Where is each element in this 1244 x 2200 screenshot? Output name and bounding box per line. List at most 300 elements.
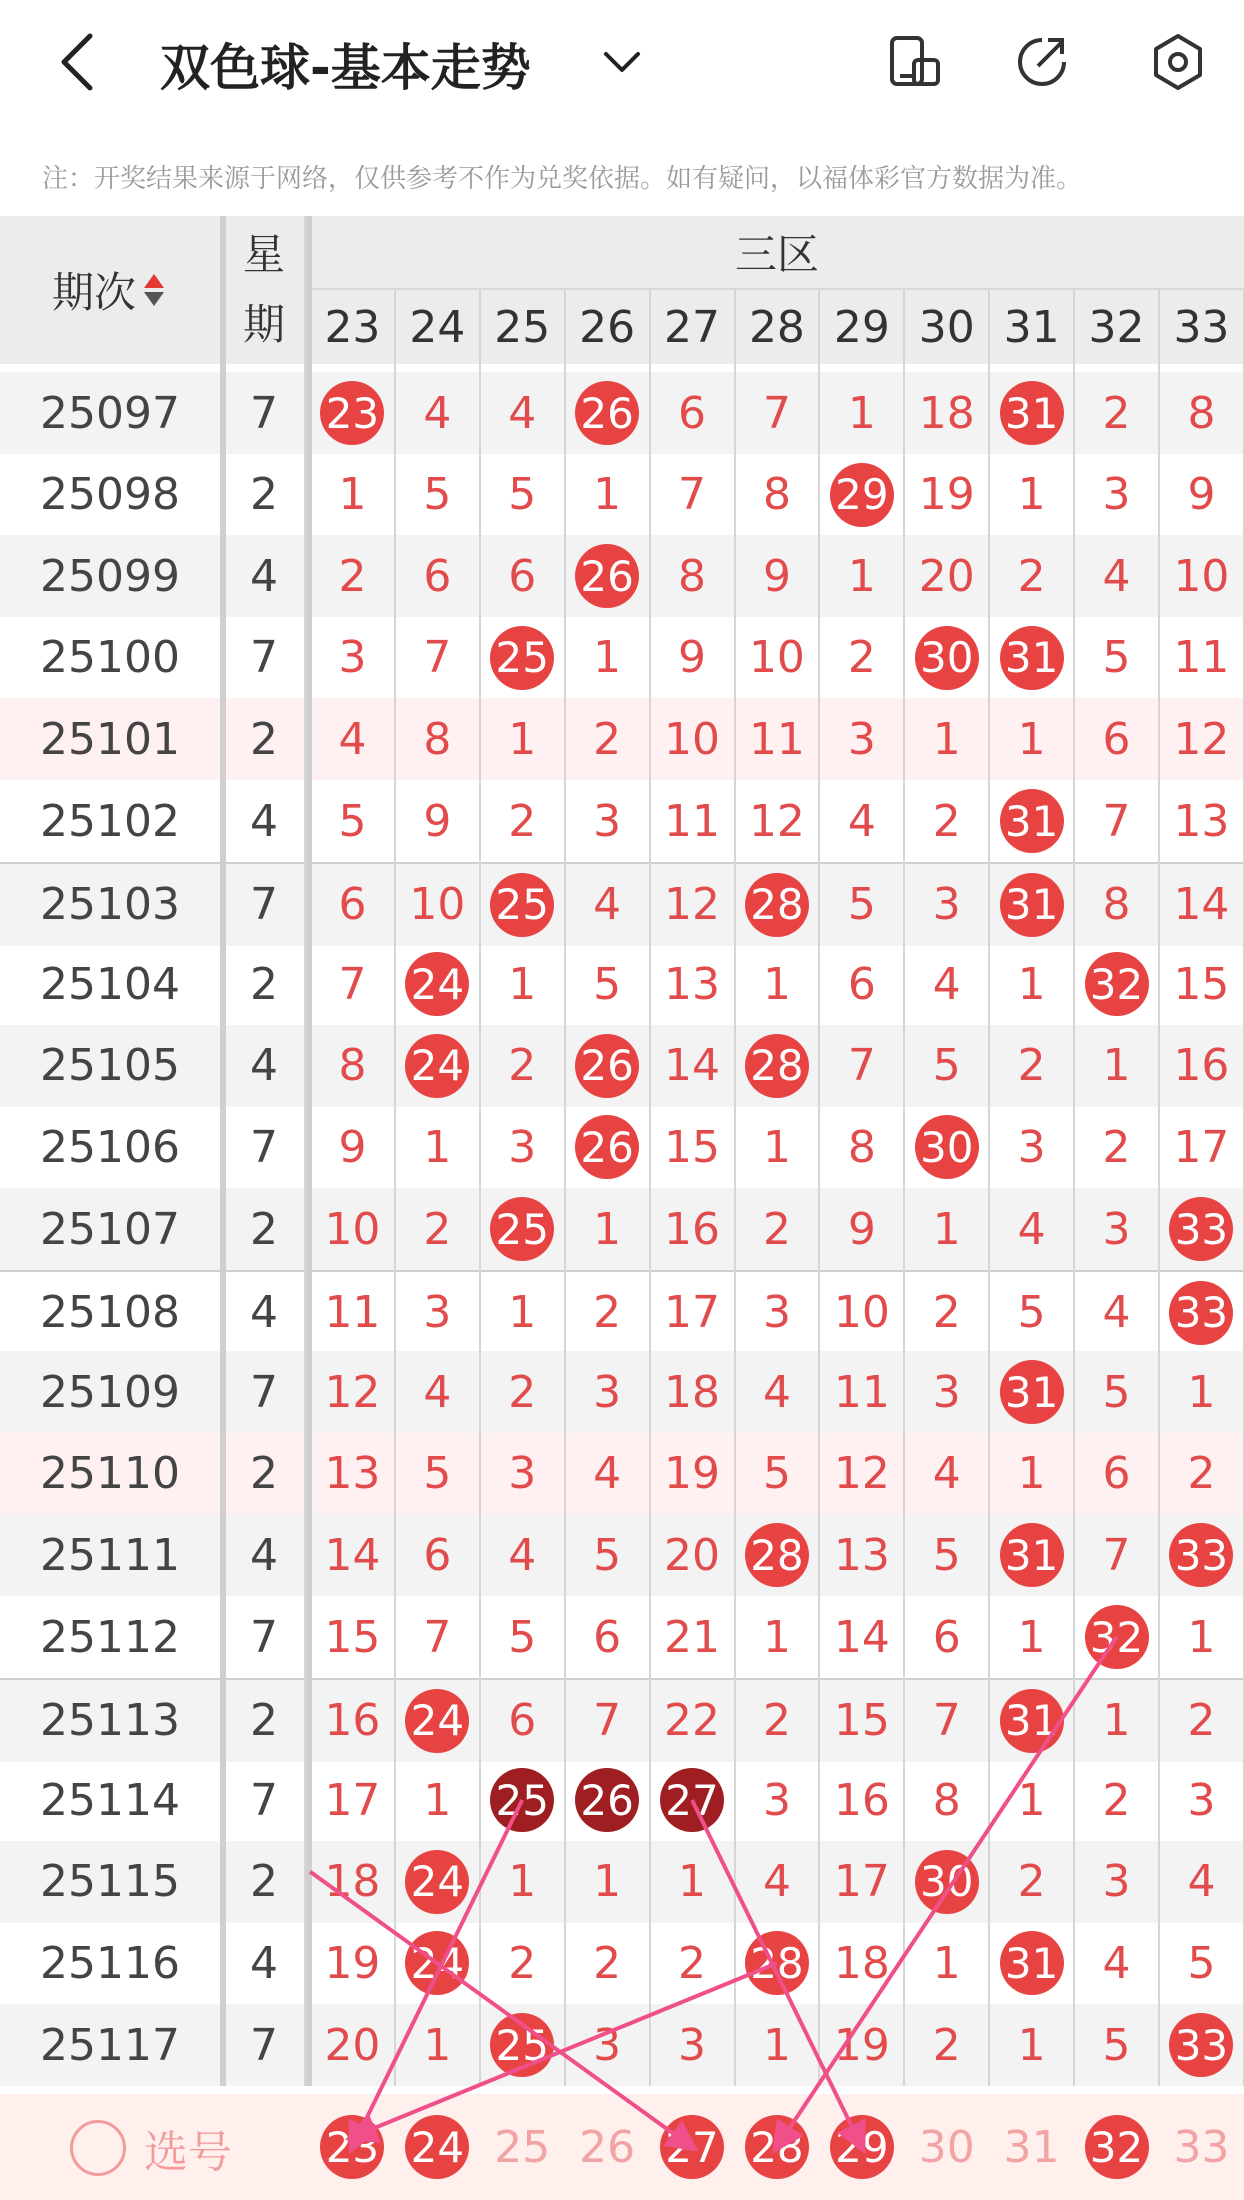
miss-count-cell: 16 bbox=[664, 1203, 721, 1255]
miss-count-cell: 4 bbox=[508, 1529, 537, 1581]
miss-count-cell: 1 bbox=[847, 550, 876, 602]
miss-count-cell: 1 bbox=[847, 387, 876, 439]
drawn-number-cell bbox=[395, 1922, 480, 2004]
miss-count-cell: 15 bbox=[833, 1695, 890, 1747]
miss-count-cell: 3 bbox=[1017, 1121, 1046, 1173]
share-icon[interactable] bbox=[1012, 32, 1072, 92]
selected-number-ball[interactable]: 27 bbox=[660, 2115, 724, 2179]
column-header-23: 23 bbox=[324, 301, 381, 353]
miss-count-cell: 3 bbox=[593, 1366, 622, 1418]
period-cell: 25112 bbox=[40, 1611, 180, 1663]
drawn-number-cell bbox=[565, 372, 650, 454]
settings-hexagon-icon[interactable] bbox=[1148, 32, 1208, 92]
select-number-33[interactable]: 33 bbox=[1173, 2121, 1230, 2173]
miss-count-cell: 10 bbox=[748, 632, 805, 684]
zone-header: 三区 bbox=[310, 216, 1244, 290]
miss-count-cell: 2 bbox=[508, 795, 537, 847]
column-header-24: 24 bbox=[409, 301, 466, 353]
table-row bbox=[0, 617, 1244, 699]
column-divider bbox=[818, 290, 820, 2086]
miss-count-cell: 3 bbox=[678, 2019, 707, 2071]
number-ball: 28 bbox=[745, 873, 809, 937]
select-number-button[interactable] bbox=[70, 2116, 232, 2180]
selected-number-ball[interactable]: 23 bbox=[320, 2115, 384, 2179]
miss-count-cell: 13 bbox=[664, 958, 721, 1010]
trend-table bbox=[0, 216, 1244, 2200]
miss-count-cell: 2 bbox=[932, 2019, 961, 2071]
number-ball: 26 bbox=[575, 1034, 639, 1098]
column-header-30: 30 bbox=[918, 301, 975, 353]
week-cell: 2 bbox=[250, 1856, 278, 1908]
miss-count-cell: 5 bbox=[1102, 2019, 1131, 2071]
miss-count-cell: 10 bbox=[1173, 550, 1230, 602]
miss-count-cell: 1 bbox=[593, 1856, 622, 1908]
miss-count-cell: 3 bbox=[423, 1287, 452, 1339]
miss-count-cell: 7 bbox=[932, 1695, 961, 1747]
table-row bbox=[0, 1678, 1244, 1762]
drawn-number-cell bbox=[904, 1841, 989, 1923]
period-cell: 25106 bbox=[40, 1121, 180, 1173]
miss-count-cell: 1 bbox=[1187, 1611, 1216, 1663]
miss-count-cell: 16 bbox=[833, 1774, 890, 1826]
week-cell: 7 bbox=[250, 1611, 278, 1663]
miss-count-cell: 20 bbox=[324, 2019, 381, 2071]
drawn-number-cell bbox=[989, 1351, 1074, 1433]
miss-count-cell: 7 bbox=[338, 958, 367, 1010]
drawn-number-cell bbox=[819, 454, 904, 536]
number-ball: 31 bbox=[1000, 789, 1064, 853]
table-row bbox=[0, 1514, 1244, 1596]
number-ball: 25 bbox=[490, 873, 554, 937]
miss-count-cell: 1 bbox=[508, 1287, 537, 1339]
miss-count-cell: 16 bbox=[324, 1695, 381, 1747]
miss-count-cell: 4 bbox=[338, 713, 367, 765]
miss-count-cell: 6 bbox=[338, 879, 367, 931]
miss-count-cell: 3 bbox=[338, 632, 367, 684]
miss-count-cell: 12 bbox=[324, 1366, 381, 1418]
week-cell: 2 bbox=[250, 958, 278, 1010]
column-header-25: 25 bbox=[494, 301, 551, 353]
miss-count-cell: 1 bbox=[593, 469, 622, 521]
selected-number-ball[interactable]: 24 bbox=[405, 2115, 469, 2179]
miss-count-cell: 1 bbox=[338, 469, 367, 521]
miss-count-cell: 7 bbox=[678, 469, 707, 521]
table-header bbox=[0, 216, 1244, 364]
miss-count-cell: 4 bbox=[932, 958, 961, 1010]
miss-count-cell: 7 bbox=[762, 387, 791, 439]
number-ball: 30 bbox=[915, 1850, 979, 1914]
drawn-number-cell bbox=[480, 864, 565, 946]
miss-count-cell: 6 bbox=[847, 958, 876, 1010]
miss-count-cell: 8 bbox=[423, 713, 452, 765]
miss-count-cell: 4 bbox=[1017, 1203, 1046, 1255]
period-cell: 25117 bbox=[40, 2019, 180, 2071]
period-cell: 25098 bbox=[40, 469, 180, 521]
table-row bbox=[0, 372, 1244, 454]
week-header-bottom: 期 bbox=[242, 300, 285, 349]
period-cell: 25115 bbox=[40, 1856, 180, 1908]
miss-count-cell: 2 bbox=[1017, 1856, 1046, 1908]
page-title[interactable]: 双色球-基本走势 bbox=[160, 39, 531, 97]
miss-count-cell: 19 bbox=[324, 1937, 381, 1989]
column-header-27: 27 bbox=[664, 301, 721, 353]
miss-count-cell: 1 bbox=[1017, 1611, 1046, 1663]
number-ball: 31 bbox=[1000, 873, 1064, 937]
week-cell: 7 bbox=[250, 879, 278, 931]
miss-count-cell: 3 bbox=[932, 879, 961, 931]
number-ball: 27 bbox=[660, 1768, 724, 1832]
miss-count-cell: 7 bbox=[1102, 1529, 1131, 1581]
number-ball: 33 bbox=[1169, 1523, 1233, 1587]
drawn-number-cell bbox=[989, 780, 1074, 862]
column-divider bbox=[903, 290, 905, 2086]
miss-count-cell: 5 bbox=[1017, 1287, 1046, 1339]
number-ball: 32 bbox=[1085, 952, 1149, 1016]
miss-count-cell: 4 bbox=[508, 387, 537, 439]
miss-count-cell: 18 bbox=[918, 387, 975, 439]
miss-count-cell: 19 bbox=[918, 469, 975, 521]
drawn-number-cell bbox=[735, 1922, 820, 2004]
drawn-number-cell bbox=[989, 617, 1074, 699]
miss-count-cell: 5 bbox=[423, 469, 452, 521]
miss-count-cell: 15 bbox=[664, 1121, 721, 1173]
miss-count-cell: 4 bbox=[762, 1856, 791, 1908]
drawn-number-cell bbox=[310, 372, 395, 454]
table-row bbox=[0, 1188, 1244, 1270]
number-ball: 32 bbox=[1085, 1605, 1149, 1669]
miss-count-cell: 13 bbox=[324, 1448, 381, 1500]
chevron-down-icon[interactable] bbox=[600, 40, 644, 84]
sort-icon[interactable] bbox=[144, 274, 168, 306]
miss-count-cell: 6 bbox=[932, 1611, 961, 1663]
table-row bbox=[0, 1841, 1244, 1923]
miss-count-cell: 7 bbox=[847, 1040, 876, 1092]
select-number-24[interactable] bbox=[395, 2094, 480, 2200]
miss-count-cell: 12 bbox=[1173, 713, 1230, 765]
column-header-31: 31 bbox=[1003, 301, 1060, 353]
miss-count-cell: 2 bbox=[932, 1287, 961, 1339]
number-ball: 31 bbox=[1000, 1523, 1064, 1587]
number-ball: 24 bbox=[405, 1689, 469, 1753]
column-divider bbox=[564, 290, 566, 2086]
miss-count-cell: 3 bbox=[847, 713, 876, 765]
period-cell: 25110 bbox=[40, 1448, 180, 1500]
miss-count-cell: 5 bbox=[508, 469, 537, 521]
miss-count-cell: 1 bbox=[423, 2019, 452, 2071]
period-cell: 25105 bbox=[40, 1040, 180, 1092]
miss-count-cell: 6 bbox=[1102, 1448, 1131, 1500]
number-ball: 33 bbox=[1169, 2013, 1233, 2077]
number-ball: 31 bbox=[1000, 381, 1064, 445]
selected-number-ball[interactable]: 29 bbox=[830, 2115, 894, 2179]
number-ball: 31 bbox=[1000, 1360, 1064, 1424]
drawn-number-cell bbox=[565, 1759, 650, 1841]
miss-count-cell: 1 bbox=[1017, 469, 1046, 521]
select-number-30[interactable]: 30 bbox=[918, 2121, 975, 2173]
drawn-number-cell bbox=[735, 864, 820, 946]
miss-count-cell: 7 bbox=[593, 1695, 622, 1747]
miss-count-cell: 7 bbox=[423, 632, 452, 684]
miss-count-cell: 1 bbox=[508, 713, 537, 765]
miss-count-cell: 2 bbox=[1017, 550, 1046, 602]
column-divider bbox=[220, 216, 226, 2086]
miss-count-cell: 1 bbox=[1102, 1040, 1131, 1092]
drawn-number-cell bbox=[1074, 1596, 1159, 1678]
period-cell: 25097 bbox=[40, 387, 180, 439]
number-ball: 24 bbox=[405, 1034, 469, 1098]
miss-count-cell: 2 bbox=[1187, 1695, 1216, 1747]
number-ball: 26 bbox=[575, 381, 639, 445]
radio-circle-icon[interactable] bbox=[70, 2120, 126, 2176]
number-ball: 26 bbox=[575, 544, 639, 608]
column-divider bbox=[734, 290, 736, 2086]
miss-count-cell: 2 bbox=[593, 713, 622, 765]
miss-count-cell: 9 bbox=[847, 1203, 876, 1255]
miss-count-cell: 3 bbox=[762, 1287, 791, 1339]
miss-count-cell: 16 bbox=[1173, 1040, 1230, 1092]
miss-count-cell: 1 bbox=[423, 1774, 452, 1826]
drawn-number-cell bbox=[1159, 1188, 1244, 1270]
miss-count-cell: 5 bbox=[1102, 632, 1131, 684]
table-row bbox=[0, 1433, 1244, 1515]
miss-count-cell: 1 bbox=[762, 1121, 791, 1173]
week-column-header bbox=[224, 216, 304, 364]
miss-count-cell: 6 bbox=[508, 550, 537, 602]
miss-count-cell: 11 bbox=[664, 795, 721, 847]
miss-count-cell: 4 bbox=[1102, 1287, 1131, 1339]
miss-count-cell: 2 bbox=[508, 1040, 537, 1092]
number-ball: 25 bbox=[490, 2013, 554, 2077]
miss-count-cell: 9 bbox=[1187, 469, 1216, 521]
miss-count-cell: 2 bbox=[762, 1695, 791, 1747]
miss-count-cell: 1 bbox=[1017, 2019, 1046, 2071]
period-column-header[interactable] bbox=[0, 216, 220, 364]
number-ball: 33 bbox=[1169, 1281, 1233, 1345]
miss-count-cell: 4 bbox=[423, 1366, 452, 1418]
miss-count-cell: 1 bbox=[932, 1937, 961, 1989]
select-number-28[interactable] bbox=[735, 2094, 820, 2200]
number-ball: 23 bbox=[320, 381, 384, 445]
miss-count-cell: 10 bbox=[409, 879, 466, 931]
table-row bbox=[0, 1025, 1244, 1107]
miss-count-cell: 11 bbox=[833, 1366, 890, 1418]
miss-count-cell: 13 bbox=[833, 1529, 890, 1581]
period-cell: 25099 bbox=[40, 550, 180, 602]
period-cell: 25111 bbox=[40, 1529, 180, 1581]
miss-count-cell: 4 bbox=[593, 1448, 622, 1500]
period-cell: 25101 bbox=[40, 713, 180, 765]
miss-count-cell: 2 bbox=[593, 1937, 622, 1989]
miss-count-cell: 8 bbox=[847, 1121, 876, 1173]
period-cell: 25103 bbox=[40, 879, 180, 931]
table-row bbox=[0, 1270, 1244, 1354]
miss-count-cell: 2 bbox=[932, 795, 961, 847]
table-row bbox=[0, 780, 1244, 862]
column-header-33: 33 bbox=[1173, 301, 1230, 353]
drawn-number-cell bbox=[395, 1680, 480, 1762]
table-row bbox=[0, 1596, 1244, 1678]
miss-count-cell: 10 bbox=[324, 1203, 381, 1255]
miss-count-cell: 17 bbox=[324, 1774, 381, 1826]
select-number-27[interactable] bbox=[650, 2094, 735, 2200]
miss-count-cell: 18 bbox=[324, 1856, 381, 1908]
miss-count-cell: 5 bbox=[593, 1529, 622, 1581]
miss-count-cell: 3 bbox=[593, 2019, 622, 2071]
miss-count-cell: 12 bbox=[833, 1448, 890, 1500]
miss-count-cell: 2 bbox=[1017, 1040, 1046, 1092]
select-number-26[interactable]: 26 bbox=[579, 2121, 636, 2173]
miss-count-cell: 8 bbox=[338, 1040, 367, 1092]
number-ball: 28 bbox=[745, 1034, 809, 1098]
miss-count-cell: 11 bbox=[324, 1287, 381, 1339]
number-ball: 31 bbox=[1000, 626, 1064, 690]
miss-count-cell: 1 bbox=[762, 958, 791, 1010]
miss-count-cell: 1 bbox=[762, 2019, 791, 2071]
miss-count-cell: 17 bbox=[1173, 1121, 1230, 1173]
miss-count-cell: 6 bbox=[508, 1695, 537, 1747]
number-ball: 25 bbox=[490, 626, 554, 690]
week-cell: 4 bbox=[250, 550, 278, 602]
week-cell: 7 bbox=[250, 1121, 278, 1173]
column-divider bbox=[479, 290, 481, 2086]
miss-count-cell: 14 bbox=[324, 1529, 381, 1581]
miss-count-cell: 5 bbox=[847, 879, 876, 931]
drawn-number-cell bbox=[565, 535, 650, 617]
miss-count-cell: 2 bbox=[762, 1203, 791, 1255]
miss-count-cell: 3 bbox=[508, 1121, 537, 1173]
select-number-31[interactable]: 31 bbox=[1003, 2121, 1060, 2173]
week-cell: 2 bbox=[250, 1695, 278, 1747]
number-ball: 24 bbox=[405, 952, 469, 1016]
column-divider bbox=[306, 216, 312, 2086]
number-ball: 31 bbox=[1000, 1689, 1064, 1753]
miss-count-cell: 3 bbox=[1102, 469, 1131, 521]
miss-count-cell: 4 bbox=[847, 795, 876, 847]
miss-count-cell: 6 bbox=[678, 387, 707, 439]
selected-number-ball[interactable]: 28 bbox=[745, 2115, 809, 2179]
week-cell: 7 bbox=[250, 2019, 278, 2071]
week-cell: 4 bbox=[250, 795, 278, 847]
miss-count-cell: 6 bbox=[1102, 713, 1131, 765]
miss-count-cell: 14 bbox=[833, 1611, 890, 1663]
miss-count-cell: 12 bbox=[664, 879, 721, 931]
drawn-number-cell bbox=[989, 1922, 1074, 2004]
number-ball: 30 bbox=[915, 626, 979, 690]
miss-count-cell: 18 bbox=[833, 1937, 890, 1989]
miss-count-cell: 3 bbox=[1102, 1203, 1131, 1255]
miss-count-cell: 5 bbox=[1102, 1366, 1131, 1418]
number-ball: 24 bbox=[405, 1850, 469, 1914]
selected-number-ball[interactable]: 32 bbox=[1085, 2115, 1149, 2179]
miss-count-cell: 5 bbox=[508, 1611, 537, 1663]
select-number-29[interactable] bbox=[819, 2094, 904, 2200]
phone-rotate-icon[interactable] bbox=[884, 32, 944, 92]
drawn-number-cell bbox=[1159, 2004, 1244, 2086]
miss-count-cell: 1 bbox=[1187, 1366, 1216, 1418]
drawn-number-cell bbox=[989, 864, 1074, 946]
column-header-32: 32 bbox=[1088, 301, 1145, 353]
miss-count-cell: 12 bbox=[748, 795, 805, 847]
period-cell: 25109 bbox=[40, 1366, 180, 1418]
miss-count-cell: 10 bbox=[664, 713, 721, 765]
miss-count-cell: 1 bbox=[423, 1121, 452, 1173]
miss-count-cell: 2 bbox=[1102, 1774, 1131, 1826]
miss-count-cell: 2 bbox=[1102, 1121, 1131, 1173]
drawn-number-cell bbox=[565, 1106, 650, 1188]
miss-count-cell: 6 bbox=[593, 1611, 622, 1663]
miss-count-cell: 15 bbox=[1173, 958, 1230, 1010]
miss-count-cell: 19 bbox=[833, 2019, 890, 2071]
column-divider bbox=[1158, 290, 1160, 2086]
week-header-top: 星 bbox=[242, 230, 285, 279]
miss-count-cell: 7 bbox=[1102, 795, 1131, 847]
miss-count-cell: 18 bbox=[664, 1366, 721, 1418]
column-header-29: 29 bbox=[833, 301, 890, 353]
miss-count-cell: 4 bbox=[1187, 1856, 1216, 1908]
miss-count-cell: 5 bbox=[762, 1448, 791, 1500]
miss-count-cell: 17 bbox=[833, 1856, 890, 1908]
miss-count-cell: 3 bbox=[762, 1774, 791, 1826]
miss-count-cell: 8 bbox=[762, 469, 791, 521]
miss-count-cell: 2 bbox=[508, 1937, 537, 1989]
period-cell: 25107 bbox=[40, 1203, 180, 1255]
miss-count-cell: 17 bbox=[664, 1287, 721, 1339]
drawn-number-cell bbox=[480, 2004, 565, 2086]
number-ball: 25 bbox=[490, 1197, 554, 1261]
miss-count-cell: 1 bbox=[1017, 1448, 1046, 1500]
miss-count-cell: 5 bbox=[932, 1529, 961, 1581]
miss-count-cell: 1 bbox=[932, 713, 961, 765]
miss-count-cell: 4 bbox=[932, 1448, 961, 1500]
number-ball: 29 bbox=[830, 463, 894, 527]
miss-count-cell: 2 bbox=[1187, 1448, 1216, 1500]
table-row bbox=[0, 698, 1244, 780]
period-header-label: 期次 bbox=[51, 268, 136, 317]
miss-count-cell: 2 bbox=[593, 1287, 622, 1339]
week-cell: 7 bbox=[250, 1774, 278, 1826]
miss-count-cell: 1 bbox=[593, 632, 622, 684]
column-divider bbox=[649, 290, 651, 2086]
miss-count-cell: 1 bbox=[1017, 958, 1046, 1010]
week-cell: 2 bbox=[250, 1203, 278, 1255]
miss-count-cell: 4 bbox=[593, 879, 622, 931]
miss-count-cell: 7 bbox=[423, 1611, 452, 1663]
period-cell: 25100 bbox=[40, 632, 180, 684]
miss-count-cell: 11 bbox=[1173, 632, 1230, 684]
chevron-left-icon[interactable] bbox=[56, 30, 100, 94]
miss-count-cell: 8 bbox=[678, 550, 707, 602]
miss-count-cell: 1 bbox=[1017, 713, 1046, 765]
column-divider bbox=[988, 290, 990, 2086]
miss-count-cell: 20 bbox=[664, 1529, 721, 1581]
period-cell: 25114 bbox=[40, 1774, 180, 1826]
miss-count-cell: 10 bbox=[833, 1287, 890, 1339]
drawn-number-cell bbox=[989, 372, 1074, 454]
column-divider bbox=[1073, 290, 1075, 2086]
drawn-number-cell bbox=[989, 1514, 1074, 1596]
miss-count-cell: 14 bbox=[1173, 879, 1230, 931]
miss-count-cell: 4 bbox=[423, 387, 452, 439]
miss-count-cell: 5 bbox=[932, 1040, 961, 1092]
week-cell: 4 bbox=[250, 1529, 278, 1581]
number-ball: 25 bbox=[490, 1768, 554, 1832]
select-number-23[interactable] bbox=[310, 2094, 395, 2200]
disclaimer-notice: 注：开奖结果来源于网络，仅供参考不作为兑奖依据。如有疑问，以福体彩官方数据为准。 bbox=[42, 164, 1083, 194]
table-row bbox=[0, 1759, 1244, 1841]
select-number-25[interactable]: 25 bbox=[494, 2121, 551, 2173]
select-number-32[interactable] bbox=[1074, 2094, 1159, 2200]
table-row bbox=[0, 862, 1244, 946]
